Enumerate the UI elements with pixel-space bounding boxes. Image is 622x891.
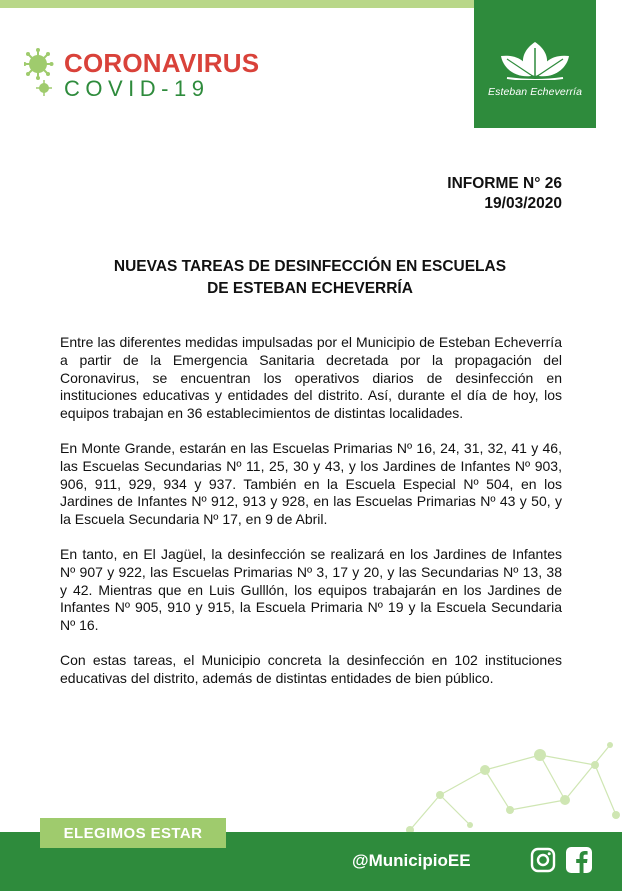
- paragraph: Con estas tareas, el Municipio concreta la desinfección en 102 instituciones educativas del distrito, además de distintas entidades de bien público.: [60, 651, 562, 686]
- leaves-logo-icon: [499, 38, 571, 80]
- slogan-badge: ELEGIMOS ESTAR: [40, 818, 226, 848]
- virus-icon: [24, 48, 60, 98]
- brand-subtitle: COVID-19: [64, 76, 210, 101]
- page-title: [60, 256, 560, 300]
- coronavirus-banner: [24, 48, 314, 104]
- paragraph: En Monte Grande, estarán en las Escuelas Primarias Nº 16, 24, 31, 32, 41 y 46, las Escuelas Secundarias Nº 11, 25, 30 y 43, y los Jardines de Infantes Nº 903, 906, 911, 929, 934 y 937. También en la Escuela Especial Nº 504, en los Jardines de Infantes Nº 912, 913 y 928, en las Escuelas Primarias Nº 43 y 50, y la Escuela Secundaria Nº 17, en 9 de Abril.: [60, 439, 562, 528]
- brand-title: CORONAVIRUS: [64, 48, 260, 78]
- network-decoration: [380, 735, 622, 832]
- report-header: [447, 174, 562, 214]
- page-title-line-1: NUEVAS TAREAS DE DESINFECCIÓN EN ESCUELAS: [113, 258, 507, 275]
- municipality-name: Esteban Echeverría: [487, 86, 583, 98]
- page-title-line-2: DE ESTEBAN ECHEVERRÍA: [207, 280, 413, 297]
- instagram-icon[interactable]: [530, 847, 556, 873]
- article-body: [60, 334, 562, 705]
- facebook-icon[interactable]: [566, 847, 592, 873]
- social-handle: @MunicipioEE: [352, 851, 471, 870]
- report-date: 19/03/2020: [484, 195, 562, 212]
- paragraph: En tanto, en El Jagüel, la desinfección se realizará en los Jardines de Infantes Nº 907 y 922, las Escuelas Primarias Nº 3, 17 y 20, y las Secundarias Nº 13, 38 y 42. Mientras que en Luis Gulllón, los equipos trabajarán en los Jardines de Infantes Nº 905, 910 y 915, la Escuela Primaria Nº 19 y la Escuela Secundaria Nº 16.: [60, 545, 562, 634]
- paragraph: Entre las diferentes medidas impulsadas por el Municipio de Esteban Echeverría a partir de la Emergencia Sanitaria decretada por la propagación del Coronavirus, se encuentran los operativos diarios de desinfección en instituciones educativas y entidades del distrito. Así, durante el día de hoy, los equipos trabajan en 36 establecimientos de distintas localidades.: [60, 334, 562, 422]
- municipality-logo: [474, 0, 596, 128]
- top-accent-bar: [0, 0, 474, 8]
- report-number: INFORME N° 26: [447, 175, 562, 192]
